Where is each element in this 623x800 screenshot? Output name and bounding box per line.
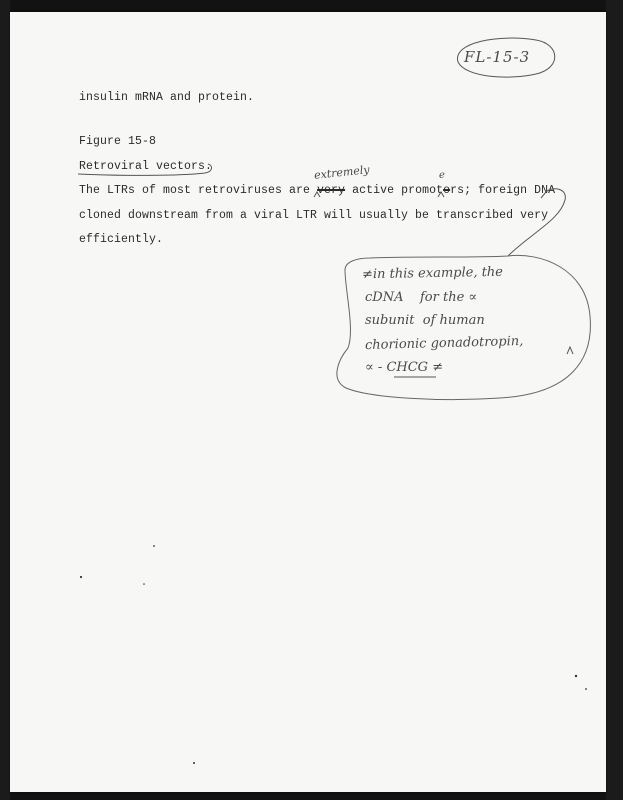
- left-scan-border: [0, 0, 10, 800]
- body-paragraph-line-2: cloned downstream from a viral LTR will usually be transcribed very: [79, 209, 549, 222]
- note-line-4: chorionic gonadotropin,: [364, 333, 524, 354]
- note-line-5: ∝ - CHCG ≠: [365, 360, 444, 375]
- note-line-2: cDNA for the ∝: [365, 290, 478, 305]
- paragraph-text-b: active promot: [345, 184, 444, 197]
- right-scan-border: [606, 0, 623, 800]
- document-page: [10, 12, 606, 792]
- paragraph-text-a: The LTRs of most retroviruses are: [79, 184, 318, 197]
- inserted-letter: e: [439, 170, 445, 181]
- note-line-3: subunit of human: [365, 313, 485, 328]
- body-paragraph-line-3: efficiently.: [79, 233, 164, 246]
- body-line-insulin: insulin mRNA and protein.: [79, 91, 255, 104]
- body-paragraph-line-1: [79, 184, 555, 197]
- figure-caption: Retroviral vectors.: [79, 160, 213, 173]
- struck-word: very: [317, 184, 346, 197]
- struck-letter: o: [443, 184, 451, 197]
- corner-label: FL-15-3: [464, 48, 531, 66]
- paragraph-text-c: rs; foreign DNA: [450, 184, 556, 197]
- figure-number: Figure 15-8: [79, 135, 157, 148]
- inserted-word: extremely: [313, 163, 371, 182]
- note-line-1: ≠in this example, the: [361, 264, 504, 283]
